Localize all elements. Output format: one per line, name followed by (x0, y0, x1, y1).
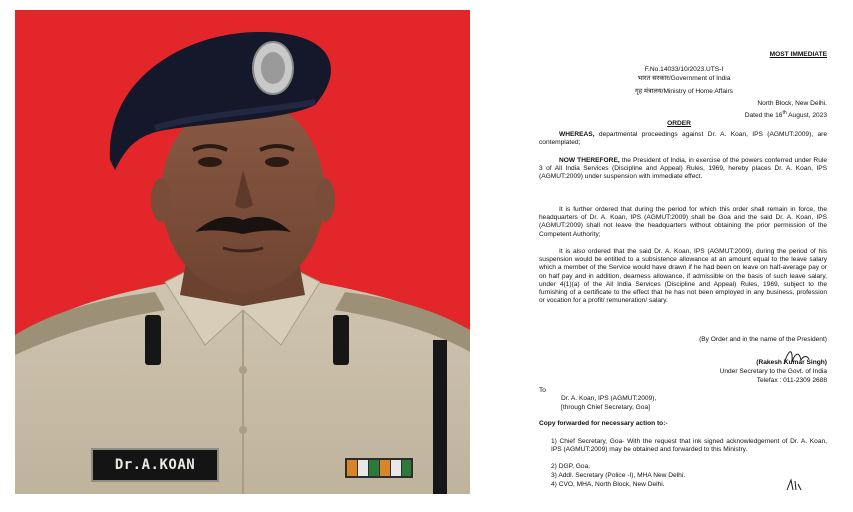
order-heading: ORDER (667, 120, 691, 127)
copy-list-item: 2) DGP, Goa. (551, 463, 591, 470)
collar-tab-right (333, 315, 349, 365)
paragraph-now-therefore: NOW THEREFORE, the President of India, in exercise of the powers conferred under Rule 3 of All India Services (Discipline and Appeal) Rules, 1969, hereby places Dr. A. Koan, IPS (AGMUT:2009) under suspension with immediate effect. (539, 157, 827, 181)
government-line: भारत सरकार/Government of India (637, 75, 731, 82)
telefax: Telefax : 011-2309 2688 (756, 377, 827, 384)
place-line: North Block, New Delhi. (757, 100, 827, 107)
officer-portrait (15, 10, 470, 494)
copy-list-item: 3) Addl. Secretary (Police -I), MHA New Delhi. (551, 472, 686, 479)
ministry-line: गृह मंत्रालय/Ministry of Home Affairs (635, 88, 733, 95)
copy-list-item: 1) Chief Secretary, Goa- With the request that ink signed acknowledgement of Dr. A. Koan, IPS (AGMUT:2009) may be obtained and forwarded to this Ministry. (551, 438, 827, 454)
to-label: To (539, 387, 546, 394)
addressee-route: [through Chief Secretary, Goa] (561, 404, 650, 411)
name-plate: Dr.A.KOAN (91, 448, 219, 482)
copy-list-item: 4) CVO, MHA, North Block, New Delhi. (551, 481, 665, 488)
officer-photo (15, 10, 470, 494)
date-line: Dated the 16th August, 2023 (744, 110, 827, 120)
suspension-order-document (489, 10, 843, 494)
paragraph-subsistence: It is also ordered that the said Dr. A. Koan, IPS (AGMUT:2009), during the period of his suspension would be entitled to a subsistence allowance at an amount equal to the leave salary which a member of the Service would have drawn if he had been on leave on half-average pay or on half pay and in addition, dearness allowance, if admissible on the basis of such leave salary, under 4(1)(a) of the All India Services (Discipline and Appeal) Rules, 1969, subject to the furnishing of a certificate to the effect that he has not been employed in any business, profession or vocation for a profit/ remuneration/ salary. (539, 248, 827, 305)
file-number: F.No.14033/10/2023.UTS-I (644, 66, 724, 73)
signatory-title: Under Secretary to the Govt. of India (719, 368, 827, 375)
signatory-name: (Rakesh Kumar Singh) (756, 359, 827, 366)
by-order-line: (By Order and in the name of the President) (699, 336, 827, 343)
paragraph-whereas: WHEREAS, departmental proceedings against Dr. A. Koan, IPS (AGMUT:2009), are contemplated; (539, 131, 827, 147)
collar-tab-left (145, 315, 161, 365)
addressee-name: Dr. A. Koan, IPS (AGMUT:2009), (561, 395, 657, 402)
copy-forwarded-heading: Copy forwarded for necessary action to:- (539, 420, 668, 427)
paragraph-headquarters: It is further ordered that during the period for which this order shall remain in force, the headquarters of Dr. A. Koan, IPS (AGMUT:2009) shall be Goa and the said Dr. A. Koan, IPS (AGMUT:2009) shall not leave the headquarters without obtaining the prior permission of the Competent Authority; (539, 206, 827, 238)
initials-mark (785, 478, 803, 492)
priority-label: MOST IMMEDIATE (769, 51, 827, 58)
